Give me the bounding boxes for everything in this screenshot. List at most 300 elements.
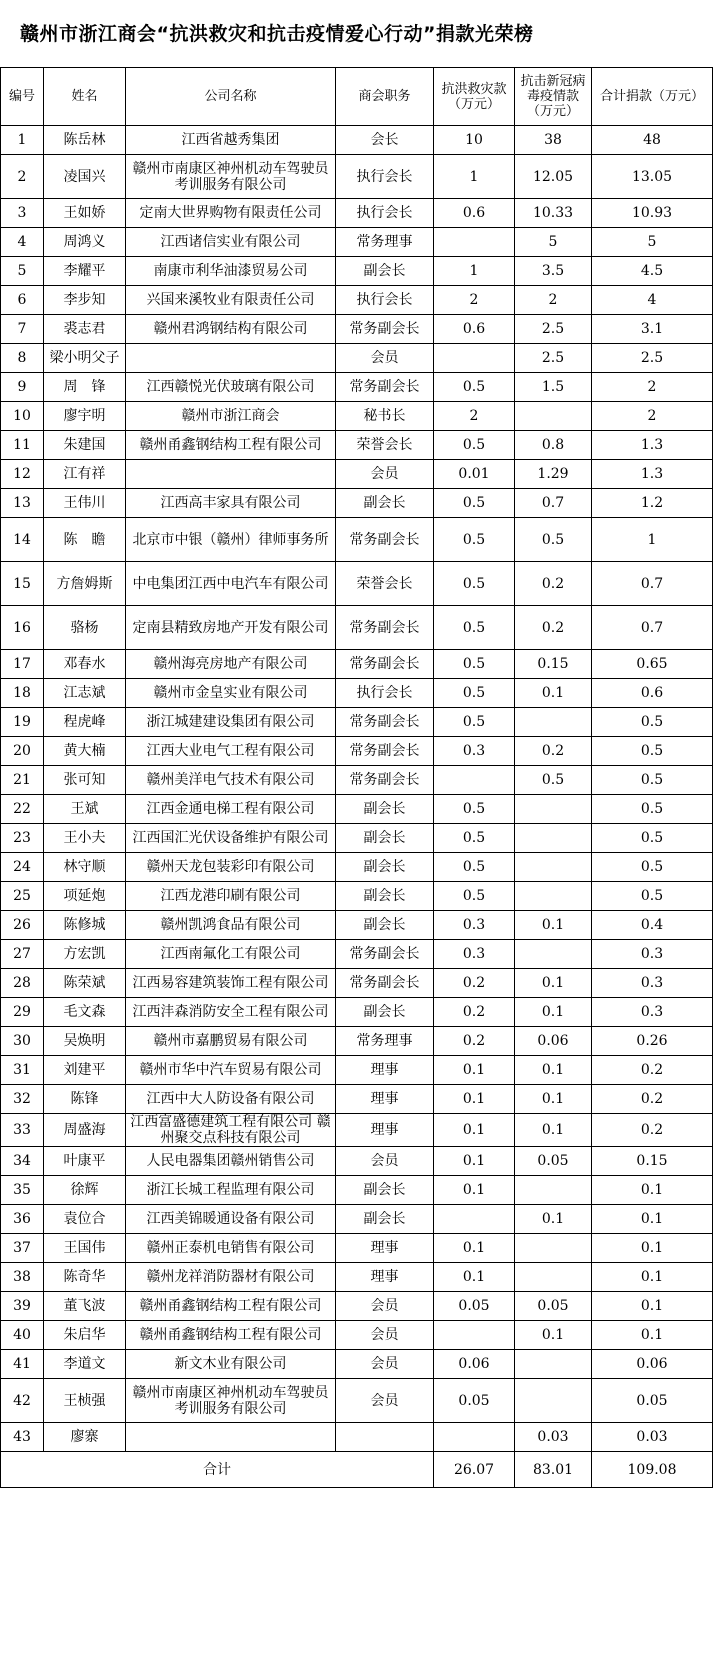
row-position: 理事 [336, 1114, 434, 1147]
row-position: 执行会长 [336, 155, 434, 199]
row-total: 0.5 [592, 766, 713, 795]
donation-table [0, 67, 713, 1488]
header-company: 公司名称 [126, 68, 336, 126]
row-total: 48 [592, 126, 713, 155]
row-no: 38 [1, 1263, 44, 1292]
row-name: 张可知 [44, 766, 126, 795]
header-total: 合计捐款（万元） [592, 68, 713, 126]
row-no: 31 [1, 1056, 44, 1085]
row-position: 会员 [336, 1321, 434, 1350]
row-name: 董飞波 [44, 1292, 126, 1321]
row-company: 赣州甬鑫钢结构工程有限公司 [126, 1292, 336, 1321]
row-company: 新文木业有限公司 [126, 1350, 336, 1379]
row-company: 赣州市浙江商会 [126, 402, 336, 431]
row-name: 陈 瞻 [44, 518, 126, 562]
row-total: 13.05 [592, 155, 713, 199]
table-row [1, 1027, 713, 1056]
row-flood: 0.2 [434, 969, 515, 998]
row-total: 1.3 [592, 460, 713, 489]
row-position: 执行会长 [336, 679, 434, 708]
row-flood: 0.5 [434, 708, 515, 737]
row-name: 周盛海 [44, 1114, 126, 1147]
table-row [1, 1085, 713, 1114]
row-company: 江西中大人防设备有限公司 [126, 1085, 336, 1114]
table-row [1, 766, 713, 795]
row-position: 副会长 [336, 911, 434, 940]
row-covid [515, 708, 592, 737]
header-row [1, 68, 713, 126]
row-flood: 1 [434, 155, 515, 199]
row-company: 赣州市南康区神州机动车驾驶员考训服务有限公司 [126, 1379, 336, 1423]
row-no: 23 [1, 824, 44, 853]
row-flood: 0.5 [434, 373, 515, 402]
row-name: 程虎峰 [44, 708, 126, 737]
row-company: 江西易容建筑装饰工程有限公司 [126, 969, 336, 998]
row-name: 陈修城 [44, 911, 126, 940]
table-row [1, 1056, 713, 1085]
row-covid [515, 1379, 592, 1423]
row-no: 30 [1, 1027, 44, 1056]
table-row [1, 315, 713, 344]
header-covid: 抗击新冠病毒疫情款（万元） [515, 68, 592, 126]
row-flood: 0.6 [434, 315, 515, 344]
row-total: 0.2 [592, 1114, 713, 1147]
totals-total: 109.08 [592, 1452, 713, 1488]
row-total: 0.5 [592, 795, 713, 824]
row-total: 0.26 [592, 1027, 713, 1056]
table-row [1, 795, 713, 824]
row-position: 副会长 [336, 1205, 434, 1234]
row-covid: 3.5 [515, 257, 592, 286]
row-covid: 0.1 [515, 998, 592, 1027]
row-name: 林守顺 [44, 853, 126, 882]
row-covid: 0.1 [515, 1085, 592, 1114]
table-row [1, 286, 713, 315]
table-row [1, 737, 713, 766]
row-name: 廖寨 [44, 1423, 126, 1452]
row-no: 32 [1, 1085, 44, 1114]
row-company: 江西南氟化工有限公司 [126, 940, 336, 969]
row-position: 副会长 [336, 795, 434, 824]
row-position: 会员 [336, 344, 434, 373]
row-company: 江西龙港印刷有限公司 [126, 882, 336, 911]
row-name: 邓春水 [44, 650, 126, 679]
row-position: 荣誉会长 [336, 562, 434, 606]
row-flood: 10 [434, 126, 515, 155]
totals-covid: 83.01 [515, 1452, 592, 1488]
row-no: 27 [1, 940, 44, 969]
row-total: 0.7 [592, 606, 713, 650]
row-covid [515, 1350, 592, 1379]
row-flood: 0.5 [434, 882, 515, 911]
row-flood: 2 [434, 286, 515, 315]
row-no: 7 [1, 315, 44, 344]
table-row [1, 679, 713, 708]
table-row [1, 199, 713, 228]
row-no: 39 [1, 1292, 44, 1321]
row-no: 28 [1, 969, 44, 998]
row-covid [515, 1234, 592, 1263]
row-no: 9 [1, 373, 44, 402]
row-total: 0.1 [592, 1292, 713, 1321]
table-row [1, 708, 713, 737]
row-flood: 0.05 [434, 1292, 515, 1321]
row-name: 朱启华 [44, 1321, 126, 1350]
row-flood: 0.5 [434, 853, 515, 882]
row-position: 会员 [336, 1379, 434, 1423]
row-covid: 0.8 [515, 431, 592, 460]
row-position: 会长 [336, 126, 434, 155]
totals-label: 合计 [1, 1452, 434, 1488]
row-company: 赣州凯鸿食品有限公司 [126, 911, 336, 940]
row-covid: 10.33 [515, 199, 592, 228]
row-no: 4 [1, 228, 44, 257]
row-name: 裘志君 [44, 315, 126, 344]
row-no: 2 [1, 155, 44, 199]
row-total: 1.3 [592, 431, 713, 460]
table-row [1, 431, 713, 460]
row-no: 42 [1, 1379, 44, 1423]
row-total: 0.5 [592, 737, 713, 766]
row-company: 赣州海亮房地产有限公司 [126, 650, 336, 679]
row-total: 10.93 [592, 199, 713, 228]
table-body [1, 126, 713, 1452]
row-position: 副会长 [336, 998, 434, 1027]
row-position: 理事 [336, 1234, 434, 1263]
row-flood: 0.5 [434, 824, 515, 853]
table-row [1, 1423, 713, 1452]
table-row [1, 882, 713, 911]
row-position: 副会长 [336, 853, 434, 882]
row-name: 毛文森 [44, 998, 126, 1027]
row-name: 方宏凯 [44, 940, 126, 969]
row-flood [434, 1321, 515, 1350]
row-company: 江西沣森消防安全工程有限公司 [126, 998, 336, 1027]
row-company: 江西国汇光伏设备维护有限公司 [126, 824, 336, 853]
row-total: 0.15 [592, 1147, 713, 1176]
row-flood: 0.5 [434, 431, 515, 460]
row-no: 37 [1, 1234, 44, 1263]
row-flood: 0.3 [434, 911, 515, 940]
row-name: 王小夫 [44, 824, 126, 853]
row-company [126, 1423, 336, 1452]
row-flood: 0.5 [434, 650, 515, 679]
row-total: 0.5 [592, 882, 713, 911]
row-name: 叶康平 [44, 1147, 126, 1176]
row-covid: 1.29 [515, 460, 592, 489]
row-company: 赣州天龙包装彩印有限公司 [126, 853, 336, 882]
row-company: 赣州市嘉鹏贸易有限公司 [126, 1027, 336, 1056]
row-company: 北京市中银（赣州）律师事务所 [126, 518, 336, 562]
row-no: 1 [1, 126, 44, 155]
row-position: 常务副会长 [336, 518, 434, 562]
table-row [1, 1263, 713, 1292]
table-row [1, 606, 713, 650]
row-total: 0.06 [592, 1350, 713, 1379]
row-total: 0.6 [592, 679, 713, 708]
row-total: 0.65 [592, 650, 713, 679]
table-row [1, 518, 713, 562]
table-row [1, 460, 713, 489]
row-covid [515, 940, 592, 969]
row-no: 21 [1, 766, 44, 795]
row-position: 会员 [336, 1147, 434, 1176]
row-no: 16 [1, 606, 44, 650]
table-row [1, 257, 713, 286]
row-position: 常务理事 [336, 1027, 434, 1056]
row-flood: 0.5 [434, 518, 515, 562]
row-total: 0.1 [592, 1321, 713, 1350]
totals-row [1, 1452, 713, 1488]
row-covid: 5 [515, 228, 592, 257]
row-company [126, 460, 336, 489]
row-total: 0.3 [592, 940, 713, 969]
row-total: 4 [592, 286, 713, 315]
row-covid: 2.5 [515, 344, 592, 373]
row-total: 4.5 [592, 257, 713, 286]
header-position: 商会职务 [336, 68, 434, 126]
row-position: 荣誉会长 [336, 431, 434, 460]
table-row [1, 562, 713, 606]
row-no: 41 [1, 1350, 44, 1379]
row-no: 5 [1, 257, 44, 286]
row-covid [515, 824, 592, 853]
row-company: 中电集团江西中电汽车有限公司 [126, 562, 336, 606]
row-company: 江西金通电梯工程有限公司 [126, 795, 336, 824]
row-total: 0.5 [592, 853, 713, 882]
row-flood: 0.01 [434, 460, 515, 489]
row-name: 袁位合 [44, 1205, 126, 1234]
row-company: 江西高丰家具有限公司 [126, 489, 336, 518]
row-company: 兴国来溪牧业有限责任公司 [126, 286, 336, 315]
row-position: 副会长 [336, 824, 434, 853]
row-covid: 0.2 [515, 606, 592, 650]
row-covid: 0.15 [515, 650, 592, 679]
row-no: 25 [1, 882, 44, 911]
row-company: 赣州甬鑫钢结构工程有限公司 [126, 431, 336, 460]
row-total: 0.1 [592, 1234, 713, 1263]
table-row [1, 998, 713, 1027]
row-no: 17 [1, 650, 44, 679]
row-covid: 0.1 [515, 679, 592, 708]
row-total: 3.1 [592, 315, 713, 344]
row-position: 副会长 [336, 1176, 434, 1205]
row-covid: 0.05 [515, 1292, 592, 1321]
row-position: 常务副会长 [336, 373, 434, 402]
row-total: 0.1 [592, 1176, 713, 1205]
row-total: 5 [592, 228, 713, 257]
row-total: 2 [592, 373, 713, 402]
row-flood: 0.1 [434, 1114, 515, 1147]
row-position: 常务理事 [336, 228, 434, 257]
row-flood [434, 228, 515, 257]
row-company [126, 344, 336, 373]
row-covid [515, 402, 592, 431]
row-position: 副会长 [336, 489, 434, 518]
row-covid: 12.05 [515, 155, 592, 199]
row-company: 人民电器集团赣州销售公司 [126, 1147, 336, 1176]
header-name: 姓名 [44, 68, 126, 126]
row-name: 陈锋 [44, 1085, 126, 1114]
row-flood: 0.2 [434, 998, 515, 1027]
row-position: 秘书长 [336, 402, 434, 431]
totals-flood: 26.07 [434, 1452, 515, 1488]
row-flood: 0.06 [434, 1350, 515, 1379]
row-no: 20 [1, 737, 44, 766]
row-name: 江有祥 [44, 460, 126, 489]
row-no: 13 [1, 489, 44, 518]
row-no: 3 [1, 199, 44, 228]
row-covid: 0.1 [515, 1056, 592, 1085]
row-name: 李道文 [44, 1350, 126, 1379]
row-no: 6 [1, 286, 44, 315]
row-no: 8 [1, 344, 44, 373]
row-flood: 0.3 [434, 737, 515, 766]
table-row [1, 344, 713, 373]
row-position: 常务副会长 [336, 708, 434, 737]
row-covid: 2 [515, 286, 592, 315]
row-company: 赣州美洋电气技术有限公司 [126, 766, 336, 795]
row-no: 11 [1, 431, 44, 460]
row-name: 王国伟 [44, 1234, 126, 1263]
row-flood: 0.5 [434, 795, 515, 824]
row-name: 朱建国 [44, 431, 126, 460]
row-covid: 0.03 [515, 1423, 592, 1452]
row-flood: 0.05 [434, 1379, 515, 1423]
row-position: 副会长 [336, 882, 434, 911]
row-no: 36 [1, 1205, 44, 1234]
row-position: 理事 [336, 1056, 434, 1085]
row-flood: 0.1 [434, 1176, 515, 1205]
row-name: 骆杨 [44, 606, 126, 650]
row-company: 赣州市华中汽车贸易有限公司 [126, 1056, 336, 1085]
row-no: 12 [1, 460, 44, 489]
row-total: 0.03 [592, 1423, 713, 1452]
row-no: 10 [1, 402, 44, 431]
row-flood [434, 766, 515, 795]
row-no: 40 [1, 1321, 44, 1350]
row-total: 0.2 [592, 1085, 713, 1114]
row-covid: 2.5 [515, 315, 592, 344]
row-no: 18 [1, 679, 44, 708]
row-total: 2.5 [592, 344, 713, 373]
row-no: 15 [1, 562, 44, 606]
row-flood: 0.3 [434, 940, 515, 969]
row-company: 江西诸信实业有限公司 [126, 228, 336, 257]
row-name: 陈奇华 [44, 1263, 126, 1292]
row-flood: 0.1 [434, 1056, 515, 1085]
row-covid: 1.5 [515, 373, 592, 402]
row-total: 0.05 [592, 1379, 713, 1423]
row-covid: 0.5 [515, 518, 592, 562]
row-position: 常务副会长 [336, 969, 434, 998]
row-covid: 0.2 [515, 737, 592, 766]
row-name: 凌国兴 [44, 155, 126, 199]
row-name: 方詹姆斯 [44, 562, 126, 606]
row-covid: 0.1 [515, 1114, 592, 1147]
row-covid [515, 1263, 592, 1292]
row-flood [434, 1423, 515, 1452]
row-no: 34 [1, 1147, 44, 1176]
table-row [1, 1350, 713, 1379]
table-row [1, 1147, 713, 1176]
row-company: 赣州市南康区神州机动车驾驶员考训服务有限公司 [126, 155, 336, 199]
row-position: 常务副会长 [336, 606, 434, 650]
row-total: 0.4 [592, 911, 713, 940]
row-name: 陈荣斌 [44, 969, 126, 998]
table-row [1, 1379, 713, 1423]
row-company: 赣州君鸿钢结构有限公司 [126, 315, 336, 344]
row-no: 26 [1, 911, 44, 940]
row-company: 江西赣悦光伏玻璃有限公司 [126, 373, 336, 402]
row-name: 王伟川 [44, 489, 126, 518]
row-position: 会员 [336, 1292, 434, 1321]
row-position: 会员 [336, 1350, 434, 1379]
row-no: 43 [1, 1423, 44, 1452]
table-row [1, 1114, 713, 1147]
row-no: 19 [1, 708, 44, 737]
row-position: 理事 [336, 1085, 434, 1114]
row-name: 黄大楠 [44, 737, 126, 766]
table-row [1, 650, 713, 679]
table-row [1, 853, 713, 882]
table-row [1, 155, 713, 199]
row-covid [515, 795, 592, 824]
row-name: 梁小明父子 [44, 344, 126, 373]
row-name: 周 锋 [44, 373, 126, 402]
row-company: 浙江城建建设集团有限公司 [126, 708, 336, 737]
row-total: 0.2 [592, 1056, 713, 1085]
row-name: 李步知 [44, 286, 126, 315]
table-row [1, 1292, 713, 1321]
row-total: 0.1 [592, 1263, 713, 1292]
row-position: 常务副会长 [336, 650, 434, 679]
row-flood: 0.5 [434, 679, 515, 708]
row-company: 赣州正泰机电销售有限公司 [126, 1234, 336, 1263]
row-total: 0.3 [592, 969, 713, 998]
row-covid: 0.2 [515, 562, 592, 606]
row-covid: 0.1 [515, 1205, 592, 1234]
row-flood: 0.2 [434, 1027, 515, 1056]
row-company: 赣州甬鑫钢结构工程有限公司 [126, 1321, 336, 1350]
row-no: 22 [1, 795, 44, 824]
row-flood: 0.5 [434, 489, 515, 518]
row-covid [515, 853, 592, 882]
table-row [1, 1234, 713, 1263]
row-company: 江西省越秀集团 [126, 126, 336, 155]
row-name: 李耀平 [44, 257, 126, 286]
table-row [1, 969, 713, 998]
row-flood: 0.1 [434, 1085, 515, 1114]
table-row [1, 373, 713, 402]
row-covid: 38 [515, 126, 592, 155]
row-total: 0.5 [592, 708, 713, 737]
row-flood: 2 [434, 402, 515, 431]
row-covid: 0.05 [515, 1147, 592, 1176]
row-total: 0.7 [592, 562, 713, 606]
row-position: 理事 [336, 1263, 434, 1292]
row-covid: 0.1 [515, 969, 592, 998]
table-row [1, 489, 713, 518]
row-name: 王如娇 [44, 199, 126, 228]
row-total: 0.5 [592, 824, 713, 853]
row-company: 江西大业电气工程有限公司 [126, 737, 336, 766]
row-company: 定南大世界购物有限责任公司 [126, 199, 336, 228]
row-no: 14 [1, 518, 44, 562]
row-no: 33 [1, 1114, 44, 1147]
page-title: 赣州市浙江商会“抗洪救灾和抗击疫情爱心行动”捐款光荣榜 [20, 22, 534, 45]
table-row [1, 228, 713, 257]
